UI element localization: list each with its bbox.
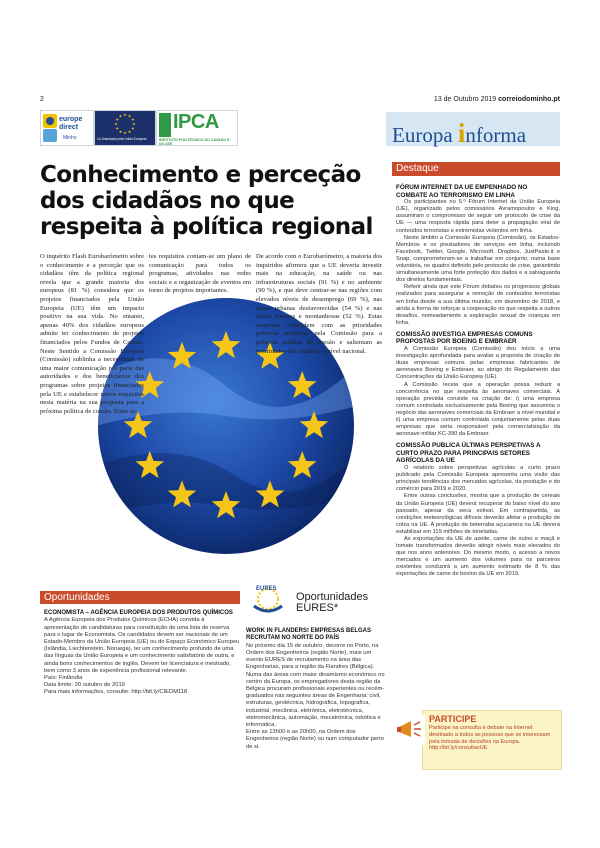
destaque-paragraph: A Comissão Europeia (Comissão) deu início a uma investigação aprofundada para avaliar a proposta de criação de duas empresas comuns pelas empresas fabricantes de aeronaves Boeing e Embraer, ao abrigo do Regulamento das Concentrações da União Europeia (UE).: [396, 346, 560, 381]
megaphone-icon: [395, 715, 425, 745]
destaque-item-body: [396, 346, 560, 438]
date: 13 de Outubro 2019: [433, 96, 497, 103]
oportunidade-1-body: [44, 617, 240, 696]
dateline: [434, 96, 560, 103]
oportunidade-1-country: País: Finlândia: [44, 675, 83, 682]
participe-box: [422, 710, 562, 770]
eu-small-star-icon: [123, 131, 126, 134]
destaque-paragraph: Referir ainda que este Fórum debateu os progressos globais realizados para assegurar a remoção de conteúdos terroristas em linha desde a sua última reunião, em dezembro de 2018, e ainda a forma de reforçar a cooperação no que respeita a outros desafios, nomeadamente a exploração sexual de crianças em linha.: [396, 284, 560, 326]
eu-small-star-icon: [116, 118, 119, 121]
eu-small-star-icon: [131, 118, 134, 121]
eu-small-star-icon: [119, 115, 122, 118]
section-title-part-a: Europa: [392, 123, 458, 147]
site-link[interactable]: correiodominho.pt: [498, 96, 560, 103]
destaque-paragraph: O relatório sobre perspetivas agrícolas a curto prazo publicado pela Comissão Europeia apresenta uma visão das principais tendências dos mercados agrícolas, da produção e do comércio para 2019 e 2020.: [396, 465, 560, 493]
destaque-paragraph: Neste âmbito a Comissão Europeia (Comissão), os Estados-Membros e os prestadores de serviços em linha, incluindo Facebook, Twitter, Google, Microsoft, Dropbox, JustPaste.it e Snap, comprometeram-se a trabalhar em conjunto, numa base voluntária, no quadro definido pelo protocolo de crise, garantindo simultaneamente uma forte proteção dos dados e a salvaguarda dos direitos fundamentais.: [396, 234, 560, 284]
eu-small-star-icon: [128, 130, 131, 133]
destaque-item-body: [396, 465, 560, 579]
participe-link[interactable]: http://bit.ly/consultasUE: [429, 745, 488, 752]
eures-logo: [246, 586, 290, 620]
eures-title: Oportunidades EURES*: [296, 591, 369, 614]
eu-small-star-icon: [128, 115, 131, 118]
article-headline: Conhecimento e perceção dos cidadãos no que respeita à política regional: [40, 162, 373, 240]
europe-direct-logo: [40, 110, 94, 146]
destaque-item-title: COMISSÃO INVESTIGA EMPRESAS COMUNS PROPOSTAS POR BOEING E EMBRAER: [396, 330, 533, 346]
oportunidades-label: Oportunidades: [44, 592, 110, 603]
oportunidade-1-title: ECONOMISTA – AGÊNCIA EUROPEIA DOS PRODUTOS QUÍMICOS: [44, 610, 233, 616]
oportunidade-1-deadline: Data limite: 20 outubro de 2019: [44, 682, 125, 689]
article-column-2: tes requisitos contam-se um plano de comunicação para todos os programas, atividades nas redes sociais e a organização de eventos em torno de projetos importantes.: [149, 253, 251, 295]
oportunidade-2-p2: Numa das áreas com maior dinamismo económico no centro da Europa, os empregadores desta região da Bélgica procuram profissionais experientes ou recém-graduados nas seguintes áreas de Engenharia: civil, estruturas, geotécnica, hidrográfica, topografica, industrial, mecânica, eletrónica, eletrotécnica, eletromecânica, automação, mecatrónica, robótica e informática.: [246, 671, 385, 729]
destaque-item-title: FÓRUM INTERNET DA UE EMPENHADO NO COMBATE AO TERRORISMO EM LINHA: [396, 184, 528, 199]
ipca-logo: [156, 110, 238, 146]
destaque-paragraph: Entre outras conclusões, mostra que a produção de cereais da União Europeia (UE) deverá recuperar do baixo nível do ano passado, apesar da seca estival. Em contrapartida, as condições meteorológicas difíceis deverão afetar a produção de colza na UE. A produção de beterraba açucareira na UE deverá estabilizar em 119 milhões de toneladas.: [396, 493, 560, 535]
article-column-3: De acordo com o Eurobarómetro, a maioria dos inquiridos afirmou que a UE deveria investir mais na educação, na saúde ou nas infraestruturas sociais (91 %) e no ambiente (90 %), e que deve centrar-se nas regiões com elevados níveis de desemprego (69 %), nas zonas urbanas desfavorecidas (54 %) e nas zonas remotas e montanhosas (52 %). Estas respostas coincidem com as prioridades políticas propostas pela Comissão para a próxima política de coesão e salientam as prioridades dos cidadãos a nível nacional.: [256, 253, 382, 355]
eu-small-star-icon: [116, 127, 119, 130]
ipca-sub: INSTITUTO POLITÉCNICO DO CÁVADO E DO AVE: [159, 138, 230, 146]
ipca-mark-icon: [159, 113, 171, 137]
article-column-1: O inquérito Flash Eurobarómetro sobre o conhecimento e a perceção que os cidadãos têm da política regional revela que a grande maioria dos europeus (81 %) considera que os projetos financiados pela União Europeia (UE) têm um impacto positivo na sua vida. No entanto, apenas 40% dos cidadãos europeus admite ter conhecimento de projetos financiados pelos Fundos de Coesão. Neste Sentido a Comissão Europeia (Comissão) sublinha a necessidade de uma maior comunicação por parte das autoridades e dos beneficiários dos programas sobre projetos financiados pela UE e estabelecer novos requisitos nesta matéria na sua proposta para a próxima política de coesão. Entre es-: [40, 253, 144, 415]
page-number: 2: [40, 96, 44, 103]
eu-small-star-icon: [123, 113, 126, 116]
eures-logo-text: EURES: [256, 586, 277, 592]
oportunidade-2-title: WORK IN FLANDERS! EMPRESAS BELGAS RECRUTAM NO NORTE DO PAÍS: [246, 628, 372, 642]
participe-text: [429, 725, 557, 752]
oportunidade-item-1: [44, 610, 240, 697]
eu-small-star-icon: [119, 130, 122, 133]
section-banner: [386, 112, 560, 146]
ipca-text: IPCA: [173, 111, 219, 133]
section-title: [392, 118, 526, 149]
destaque-label: Destaque: [396, 163, 439, 174]
eu-small-star-icon: [114, 122, 117, 125]
destaque-item-body: [396, 199, 560, 327]
oportunidade-2-p1: No próximo dia 15 de outubro, decorre no Porto, na Ordem dos Engenheiros (região Norte), mais um evento EURES de recrutamento na área das Engenharias, para a região da Flandres (Bélgica).: [246, 642, 379, 671]
section-title-part-b: nforma: [465, 123, 527, 147]
participe-body: Participe na consulta e debate na Internet destinado a todos as pessoas que se interessam pela tomada de decisões na Europa.: [429, 725, 551, 745]
eu-small-star-icon: [131, 127, 134, 130]
destaque-column: [396, 180, 560, 579]
destaque-paragraph: Os participantes no 5.º Fórum Internet da União Europeia (UE), organizado pelos comissários Avramopoulos e King, assumiram o compromisso de seguir um protocolo de crise da UE — uma resposta rápida para deter a propagação viral de conteúdos terroristas e extremistas violentos em linha.: [396, 199, 560, 234]
europe-direct-text: europe direct: [59, 116, 83, 131]
eu-small-star-icon: [132, 122, 135, 125]
eu-caption: Co-financiado pela União Europeia: [97, 137, 147, 141]
eu-flag-logo: [94, 110, 156, 146]
oportunidade-1-text: A Agência Europeia dos Produtos Químicos (ECHA) convida à apresentação de candidaturas para constituição de uma lista de reserva para o lugar de Economista. Os candidatos devem ser nacionais de um Estado-Membro da União Europeia (UE) ou do Espaço Económico Europeu (Islândia, Liechtenstein, Noruega), ter um conhecimento profundo de uma das línguas da União Europeia e um conhecimento satisfatório de outra, e ainda bons conhecimentos de inglês. Devem ter licenciatura e mestrado, bem como 3 anos de experiência profissional relevante.: [44, 617, 240, 674]
section-title-i: i: [457, 118, 466, 148]
eu-stars-icon: [95, 111, 155, 137]
europe-direct-sub: Minho: [63, 135, 77, 141]
destaque-paragraph: As exportações da UE de azeite, carne de suíno e maçã e tomate transformados deverão atingir níveis mais elevados do que nos anos anteriores. Do mesmo modo, o acesso a novos mercados e um aumento dos volumes para os parceiros existentes conduzirá a um aumento estimado de 8 % das exportações de carne de bovino da UE em 2019.: [396, 536, 560, 578]
destaque-item-title: COMISSÃO PUBLICA ÚLTIMAS PERSPETIVAS A CURTO PRAZO PARA PRINCIPAIS SETORES AGRÍCOLAS DA UE: [396, 442, 541, 465]
destaque-paragraph: A Comissão receia que a operação possa reduzir a concorrência no que respeita às aeronaves comerciais. A operação prevista consiste na criação de: i) uma empresa comum controlada exclusivamente pela Boeing que assumiria o negócio das aeronaves comerciais da Embraer a nível mundial e ii) uma empresa comum controlada conjuntamente pelas duas empresas que seria responsável pela comercialização da aeronave militar KC-390 da Embraer.: [396, 381, 560, 438]
oportunidade-2-p3: Entre as 13h00 e as 20h00, na Ordem dos Engenheiros (região Norte) ou num computador perto de si.: [246, 729, 384, 750]
oportunidade-item-2: [246, 628, 386, 751]
oportunidade-1-link[interactable]: Para mais informações, consulte: http://bit.ly/CIEDM118: [44, 689, 188, 696]
participe-title: PARTICIPE: [429, 714, 477, 724]
oportunidade-2-body: [246, 643, 386, 751]
